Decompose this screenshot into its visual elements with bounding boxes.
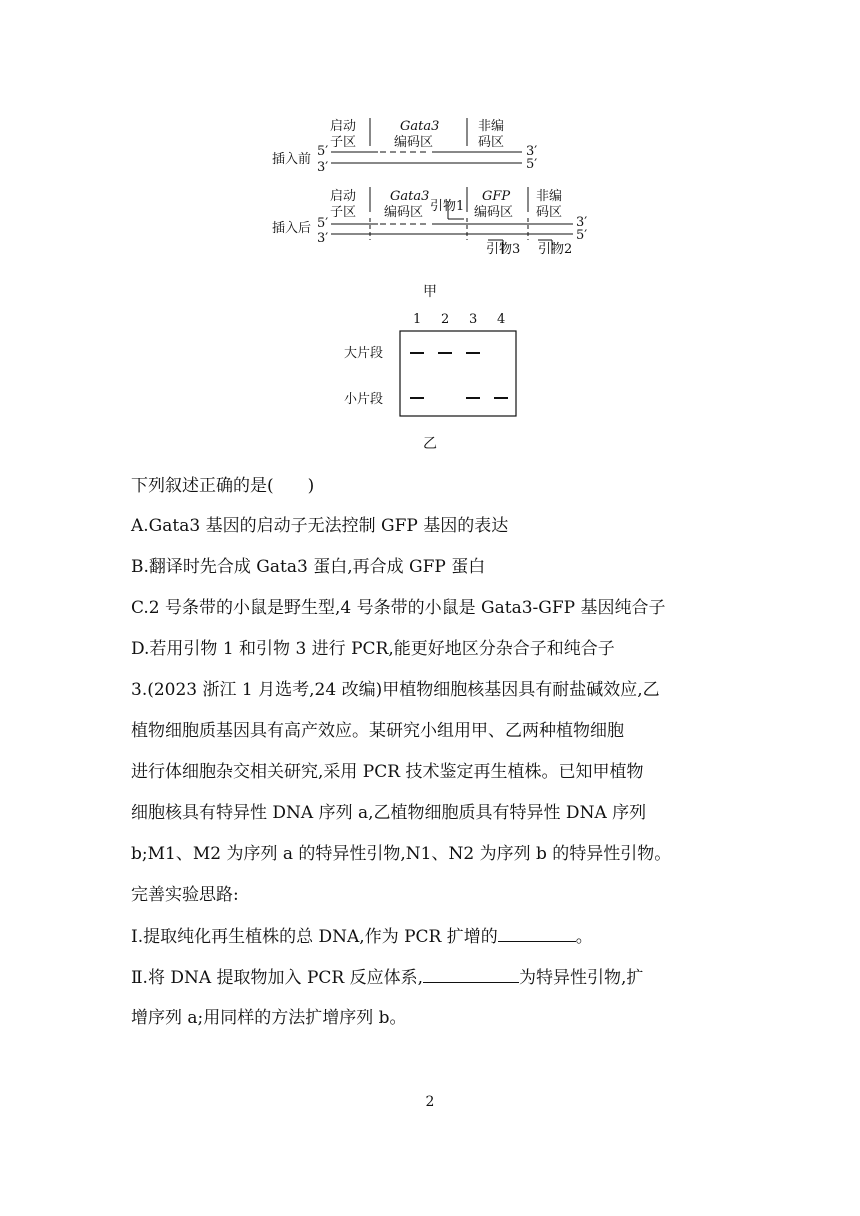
gel-electrophoresis-figure — [0, 0, 860, 440]
primer-2-label: 引物2 — [538, 242, 573, 257]
after-5prime-right: 5′ — [576, 228, 588, 243]
page-number: 2 — [425, 1094, 435, 1110]
after-3prime-left: 3′ — [317, 231, 329, 246]
primer-3-label: 引物3 — [486, 242, 521, 257]
after-5prime-left: 5′ — [317, 216, 329, 231]
option-d[interactable]: D.若用引物 1 和引物 3 进行 PCR,能更好地区分杂合子和纯合子 — [131, 639, 615, 659]
step-2-text: Ⅱ.将 DNA 提取物加入 PCR 反应体系, — [131, 968, 424, 988]
primer-1-label: 引物1 — [430, 199, 465, 214]
q3-step-2 — [131, 966, 643, 989]
q3-line-6: 完善实验思路: — [131, 885, 239, 905]
answer-blank-2[interactable] — [423, 966, 519, 983]
step-2-after: 为特异性引物,扩 — [519, 968, 644, 988]
after-coding-label-1: Gata3 — [390, 189, 430, 204]
question-stem: 下列叙述正确的是( ) — [131, 476, 315, 496]
option-c[interactable]: C.2 号条带的小鼠是野生型,4 号条带的小鼠是 Gata3-GFP 基因纯合子 — [131, 598, 666, 618]
before-5prime-right: 5′ — [526, 157, 538, 172]
large-fragment-label: 大片段 — [344, 346, 384, 361]
figure-jia-caption: 甲 — [423, 284, 437, 300]
q3-line-3: 进行体细胞杂交相关研究,采用 PCR 技术鉴定再生植株。已知甲植物 — [131, 762, 644, 782]
after-row-label: 插入后 — [272, 221, 312, 236]
q3-step-2-continued: 增序列 a;用同样的方法扩增序列 b。 — [131, 1008, 407, 1028]
before-row-label: 插入前 — [272, 152, 312, 167]
answer-blank-1[interactable] — [498, 925, 576, 942]
before-promoter-label-1: 启动 — [330, 119, 357, 134]
after-coding-label-2: 编码区 — [384, 205, 424, 220]
step-1-end: 。 — [575, 927, 593, 947]
q3-step-1 — [131, 925, 593, 948]
before-noncoding-label-2: 码区 — [478, 135, 505, 150]
after-gfp-label-1: GFP — [482, 189, 511, 204]
gel-frame — [400, 331, 516, 416]
figure-yi-caption: 乙 — [423, 436, 437, 452]
before-3prime-right: 3′ — [526, 144, 538, 159]
step-1-text: Ⅰ.提取纯化再生植株的总 DNA,作为 PCR 扩增的 — [131, 927, 498, 947]
lane-label-3: 3 — [469, 312, 478, 327]
before-3prime-left: 3′ — [317, 160, 329, 175]
after-noncoding-label-1: 非编 — [536, 189, 563, 204]
after-promoter-label-1: 启动 — [330, 189, 357, 204]
before-noncoding-label-1: 非编 — [478, 119, 505, 134]
lane-label-2: 2 — [441, 312, 450, 327]
before-5prime-left: 5′ — [317, 144, 329, 159]
lane-label-1: 1 — [413, 312, 422, 327]
before-promoter-label-2: 子区 — [330, 135, 357, 150]
after-gfp-label-2: 编码区 — [474, 205, 514, 220]
option-a[interactable]: A.Gata3 基因的启动子无法控制 GFP 基因的表达 — [131, 516, 509, 536]
option-b[interactable]: B.翻译时先合成 Gata3 蛋白,再合成 GFP 蛋白 — [131, 557, 486, 577]
small-fragment-label: 小片段 — [344, 392, 384, 407]
after-3prime-right: 3′ — [576, 215, 588, 230]
before-coding-label-1: Gata3 — [400, 119, 440, 134]
q3-line-5: b;M1、M2 为序列 a 的特异性引物,N1、N2 为序列 b 的特异性引物。 — [131, 844, 672, 864]
lane-label-4: 4 — [497, 312, 506, 327]
q3-line-1: 3.(2023 浙江 1 月选考,24 改编)甲植物细胞核基因具有耐盐碱效应,乙 — [131, 680, 660, 700]
before-coding-label-2: 编码区 — [394, 135, 434, 150]
q3-line-4: 细胞核具有特异性 DNA 序列 a,乙植物细胞质具有特异性 DNA 序列 — [131, 803, 647, 823]
after-promoter-label-2: 子区 — [330, 205, 357, 220]
after-noncoding-label-2: 码区 — [536, 205, 563, 220]
q3-line-2: 植物细胞质基因具有高产效应。某研究小组用甲、乙两种植物细胞 — [131, 721, 624, 741]
